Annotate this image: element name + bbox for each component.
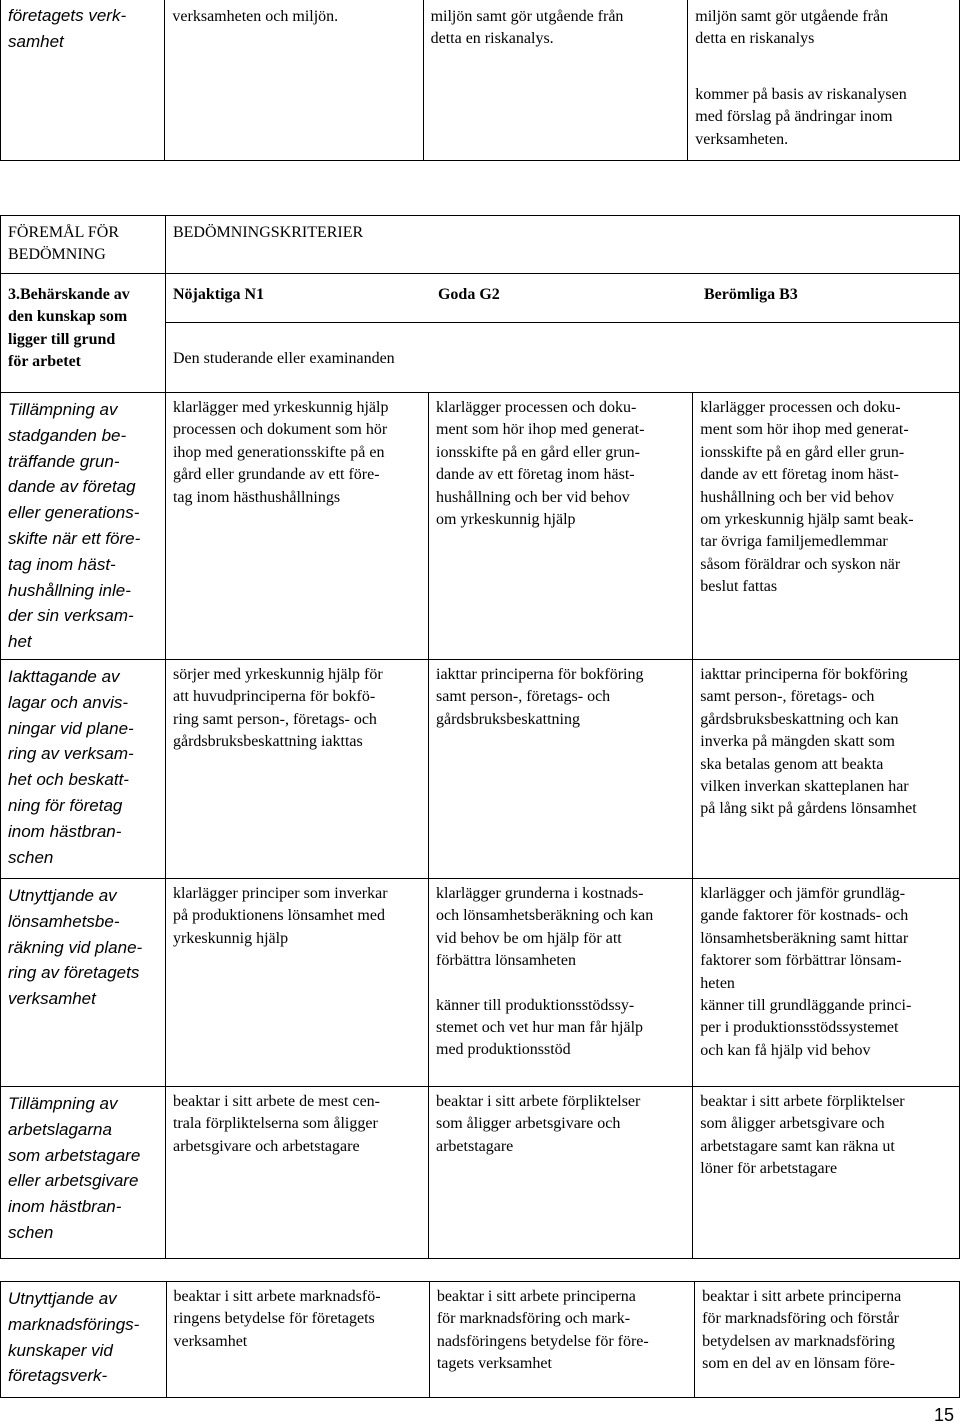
page-number: 15	[933, 1405, 954, 1425]
text-line: ionsskifte på en gård eller grun-	[436, 443, 640, 461]
text-line: tagets verksamhet	[436, 1355, 552, 1373]
text-line: miljön samt gör utgående från	[695, 8, 889, 25]
text-line: dande av företag	[8, 477, 136, 497]
text-line: ment som hör ihop med generat-	[436, 421, 645, 439]
g2-cell	[429, 878, 693, 1086]
text-line: ment som hör ihop med generat-	[700, 421, 909, 439]
text-line: nadsföringens betydelse för före-	[436, 1332, 649, 1350]
n1-cell	[166, 1282, 429, 1398]
text-line: lönsamhetsbe-	[8, 911, 120, 931]
text-line: iakttar principerna för bokföring	[700, 665, 908, 683]
subject-cell	[1, 878, 166, 1086]
divider	[166, 322, 959, 323]
text-line: känner till grundläggande princi-	[700, 997, 912, 1014]
n1-cell	[165, 878, 428, 1086]
text-line: dande av ett företag inom häst-	[700, 466, 899, 484]
text-line: 3.Behärskande av	[8, 286, 130, 303]
text-line: den kunskap som	[8, 308, 128, 326]
text-line: eller arbetsgivare	[8, 1171, 139, 1191]
table-row	[1, 1282, 960, 1398]
section-row	[1, 274, 960, 393]
text-line: detta en riskanalys	[695, 30, 815, 48]
text-line: processen och dokument som hör	[172, 421, 388, 439]
text-line: Tillämpning av	[8, 1093, 118, 1113]
text-line: BEDÖMNING	[8, 246, 106, 264]
text-line: ligger till grund	[8, 330, 116, 348]
text-line: ningar vid plane-	[8, 718, 134, 738]
text-line: detta en riskanalys.	[430, 30, 554, 48]
text-line: på lång sikt på gårdens lönsamhet	[700, 800, 917, 818]
text-line: känner till produktionsstödssy-	[436, 996, 635, 1014]
subject-cell	[1, 1086, 166, 1258]
text-line: klarlägger med yrkeskunnig hjälp	[172, 399, 389, 416]
n1-cell	[165, 393, 428, 660]
table-row	[1, 0, 960, 161]
text-line: löner för arbetstagare	[700, 1160, 838, 1178]
text-line: för arbetet	[8, 353, 81, 371]
text-line: trala förpliktelserna som åligger	[172, 1115, 378, 1133]
text-line: heten	[700, 974, 735, 992]
g2-cell	[429, 1086, 693, 1258]
text-line: ionsskifte på en gård eller grun-	[700, 443, 905, 461]
text-line: BEDÖMNINGSKRITERIER	[172, 224, 364, 241]
text-line: miljön samt gör utgående från	[430, 8, 624, 25]
grade-g2-label: Goda G2	[437, 286, 500, 303]
text-line: samhet	[8, 31, 64, 51]
assessment-criteria-table	[0, 215, 960, 1259]
text-line: räkning vid plane-	[8, 937, 143, 957]
subject-header-cell	[1, 216, 166, 274]
text-line: verksamhet	[8, 989, 96, 1009]
subject-cell	[1, 659, 166, 878]
text-line: arbetsgivare och arbetstagare	[172, 1137, 360, 1155]
spacer	[695, 51, 953, 84]
text-line: beaktar i sitt arbete principerna	[702, 1288, 902, 1305]
continuation-table-bottom	[0, 1281, 960, 1398]
text-line: inverka på mängden skatt som	[700, 733, 895, 751]
header-row	[1, 216, 960, 274]
text-line: hushållning inle-	[8, 580, 131, 600]
b3-cell	[693, 1086, 960, 1258]
text-line: om yrkeskunnig hjälp	[436, 511, 576, 529]
b3-cell	[693, 878, 960, 1086]
text-line: beaktar i sitt arbete de mest cen-	[172, 1092, 380, 1110]
text-line: ning för företag	[8, 795, 123, 815]
text-line: iakttar principerna för bokföring	[436, 665, 644, 683]
text-line: gårdsbruksbeskattning	[436, 710, 580, 728]
text-line: klarlägger processen och doku-	[436, 399, 637, 416]
text-line: Iakttagande av	[8, 666, 120, 686]
text-line: att huvudprinciperna för bokfö-	[172, 688, 376, 706]
text-line: beaktar i sitt arbete förpliktelser	[700, 1092, 905, 1110]
text-line: marknadsförings-	[8, 1314, 140, 1334]
text-line: yrkeskunnig hjälp	[172, 929, 289, 947]
text-line: FÖREMÅL FÖR	[8, 224, 119, 241]
text-line: gårdsbruksbeskattning och kan	[700, 710, 899, 728]
text-line: för marknadsföring och förstår	[702, 1310, 899, 1328]
text-line: ring samt person-, företags- och	[172, 710, 377, 728]
table-row	[1, 878, 960, 1086]
text-line: hushållning och ber vid behov	[436, 488, 630, 506]
b3-cell	[693, 393, 960, 660]
text-line: kommer på basis av riskanalysen	[695, 85, 907, 103]
subject-cell	[1, 0, 165, 161]
text-line: het	[8, 632, 32, 652]
text-line: för marknadsföring och mark-	[436, 1310, 631, 1328]
text-line: faktorer som förbättrar lönsam-	[700, 952, 902, 970]
text-line: per i produktionsstödssystemet	[700, 1019, 899, 1037]
text-line: samt person-, företags- och	[436, 688, 611, 706]
text-line: sörjer med yrkeskunnig hjälp för	[172, 665, 383, 683]
text-line: inom hästbran-	[8, 1197, 122, 1217]
text-line: beaktar i sitt arbete principerna	[436, 1288, 636, 1305]
text-line: arbetslagarna	[8, 1119, 112, 1139]
b3-cell	[695, 1282, 960, 1398]
text-line: schen	[8, 847, 54, 867]
text-line: lönsamhetsberäkning samt hittar	[700, 929, 909, 947]
n1-cell	[165, 0, 423, 161]
text-line: vilken inverkan skatteplanen har	[700, 778, 909, 795]
text-line: beaktar i sitt arbete förpliktelser	[436, 1092, 641, 1110]
table-row	[1, 393, 960, 660]
grade-n1-label: Nöjaktiga N1	[172, 286, 265, 303]
text-line: förbättra lönsamheten	[436, 952, 576, 970]
text-line: klarlägger och jämför grundläg-	[700, 884, 906, 902]
text-line: klarlägger processen och doku-	[700, 399, 901, 416]
text-line: beaktar i sitt arbete marknadsfö-	[173, 1288, 381, 1305]
text-line: som åligger arbetsgivare och	[436, 1115, 621, 1133]
text-line: som en del av en lönsam före-	[702, 1355, 895, 1373]
spacer	[436, 973, 686, 995]
text-line: och kan få hjälp vid behov	[700, 1041, 871, 1059]
g2-cell	[423, 0, 688, 161]
text-line: arbetstagare	[436, 1137, 514, 1155]
text-line: betydelsen av marknadsföring	[702, 1332, 895, 1350]
table-row	[1, 1086, 960, 1258]
text-line: lagar och anvis-	[8, 692, 129, 712]
text-line: vid behov be om hjälp för att	[436, 929, 622, 947]
text-line: eller generations-	[8, 503, 140, 523]
subject-cell	[1, 393, 166, 660]
text-line: verksamhet	[173, 1332, 248, 1350]
text-line: företagets verk-	[8, 6, 127, 25]
text-line: samt person-, företags- och	[700, 688, 875, 706]
text-line: der sin verksam-	[8, 606, 134, 626]
grade-b3-label: Berömliga B3	[703, 286, 798, 303]
text-line: ska betalas genom att beakta	[700, 755, 884, 773]
text-line: Utnyttjande av	[8, 1289, 117, 1308]
grade-header-cell	[165, 274, 959, 393]
g2-cell	[429, 1282, 694, 1398]
text-line: på produktionens lönsamhet med	[172, 907, 385, 925]
text-line: kunskaper vid	[8, 1340, 113, 1360]
text-line: ihop med generationsskifte på en	[172, 443, 385, 461]
text-line: tag inom häst-	[8, 554, 116, 574]
text-line: träffande grun-	[8, 451, 120, 471]
text-line: stemet och vet hur man får hjälp	[436, 1019, 644, 1036]
subject-cell	[1, 1282, 167, 1398]
g2-cell	[429, 393, 693, 660]
text-line: klarlägger principer som inverkar	[172, 884, 388, 902]
text-line: Utnyttjande av	[8, 885, 117, 905]
text-line: hushållning och ber vid behov	[700, 488, 895, 506]
student-label: Den studerande eller examinanden	[172, 350, 395, 367]
text-line: såsom föräldrar och syskon när	[700, 555, 901, 573]
text-line: verksamheten.	[695, 130, 789, 148]
text-line: Tillämpning av	[8, 400, 118, 419]
n1-cell	[165, 659, 428, 878]
criteria-header-cell	[165, 216, 959, 274]
text-line: verksamheten och miljön.	[172, 8, 339, 25]
text-line: gårdsbruksbeskattning iakttas	[172, 733, 363, 751]
text-line: som arbetstagare	[8, 1145, 141, 1165]
text-line: skifte när ett före-	[8, 528, 141, 548]
text-line: schen	[8, 1222, 54, 1242]
text-line: om yrkeskunnig hjälp samt beak-	[700, 511, 914, 529]
table-row	[1, 659, 960, 878]
text-line: arbetstagare samt kan räkna ut	[700, 1137, 895, 1155]
g2-cell	[429, 659, 693, 878]
text-line: gård eller grundande av ett före-	[172, 466, 380, 484]
text-line: inom hästbran-	[8, 821, 122, 841]
text-line: stadganden be-	[8, 425, 127, 445]
n1-cell	[165, 1086, 428, 1258]
text-line: klarlägger grunderna i kostnads-	[436, 884, 644, 902]
text-line: och lönsamhetsberäkning och kan	[436, 907, 654, 925]
text-line: dande av ett företag inom häst-	[436, 466, 635, 484]
text-line: tag inom hästhushållnings	[172, 488, 341, 506]
text-line: ring av företagets	[8, 963, 140, 983]
text-line: ring av verksam-	[8, 744, 134, 764]
text-line: företagsverk-	[8, 1366, 108, 1386]
text-line: ringens betydelse för företagets	[173, 1310, 375, 1328]
text-line: med förslag på ändringar inom	[695, 108, 893, 126]
continuation-table	[0, 0, 960, 161]
text-line: gande faktorer för kostnads- och	[700, 907, 909, 925]
text-line: het och beskatt-	[8, 770, 129, 790]
text-line: tar övriga familjemedlemmar	[700, 533, 888, 551]
section-title-cell	[1, 274, 166, 393]
text-line: beslut fattas	[700, 578, 778, 596]
text-line: med produktionsstöd	[436, 1041, 571, 1059]
b3-cell	[693, 659, 960, 878]
text-line: som åligger arbetsgivare och	[700, 1115, 885, 1133]
b3-cell	[688, 0, 960, 161]
